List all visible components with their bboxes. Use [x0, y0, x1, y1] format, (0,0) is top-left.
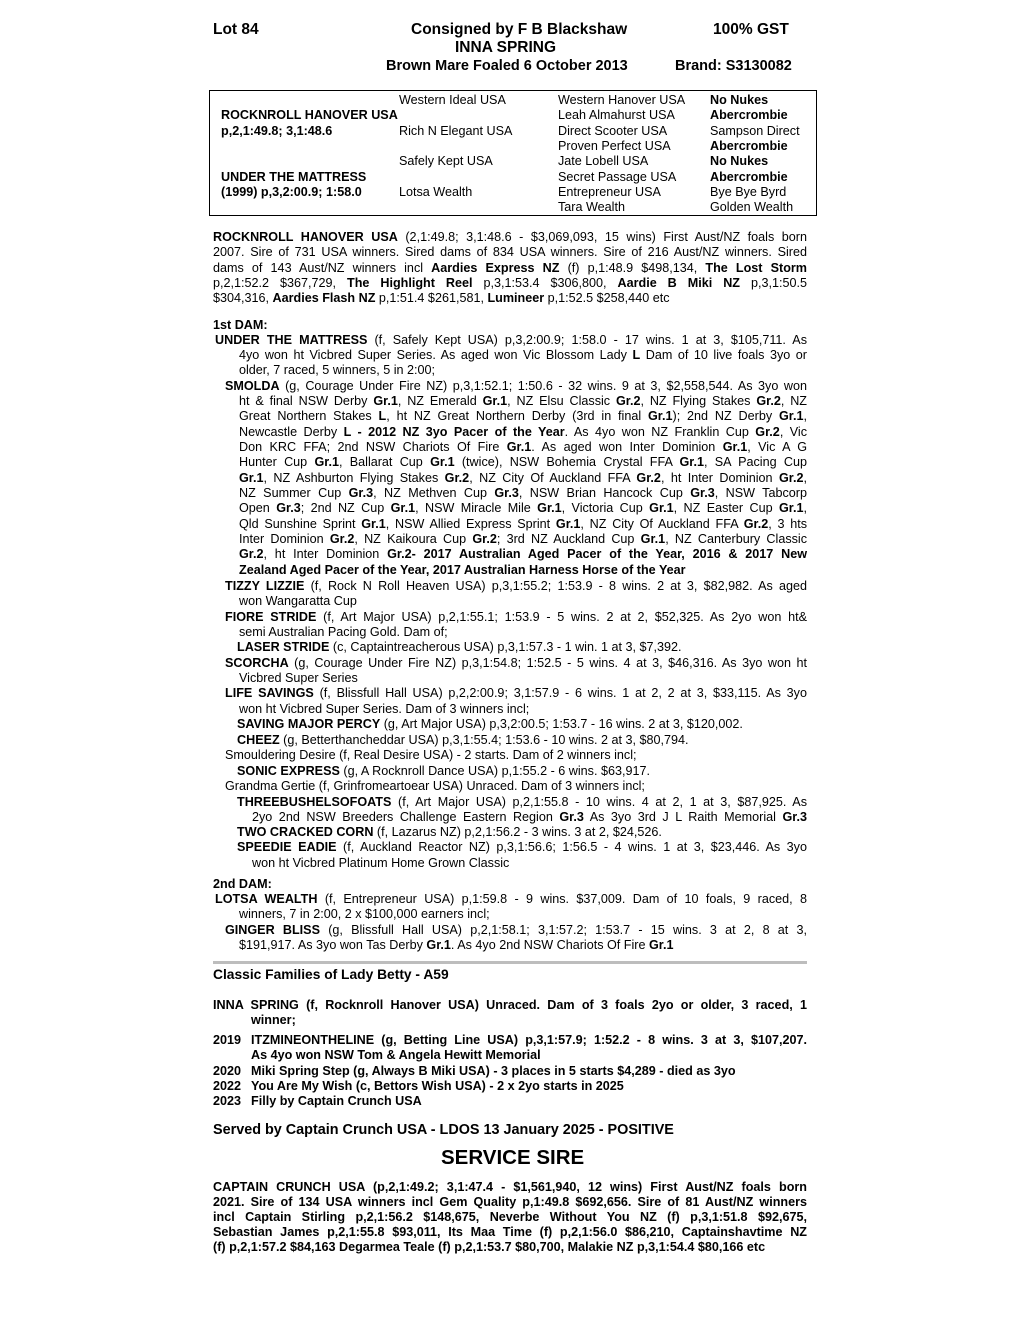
text-line: won ht Vicbred Super Series. Dam of 3 winners incl;	[239, 702, 530, 716]
lot-number: Lot 84	[213, 21, 259, 38]
text-line: GINGER BLISS (g, Blissfull Hall USA) p,2,1:58.1; 3,1:57.2; 1:53.7 - 15 wins. 3 at 2, 8 at 3,	[225, 923, 807, 937]
horse-name: INNA SPRING	[455, 39, 557, 56]
text-line: SCORCHA (g, Courage Under Fire NZ) p,3,1:54.8; 1:52.5 - 5 wins. 4 at 3, $46,316. As 3yo won ht	[225, 656, 807, 670]
text-line: won ht Vicbred Platinum Home Grown Classic	[252, 856, 510, 870]
produce-year: 2020	[213, 1064, 242, 1078]
text-line: 2yo 2nd NSW Breeders Challenge Eastern Region Gr.3 As 3yo 3rd J L Raith Memorial Gr.3	[252, 810, 807, 824]
pedigree-gen4-4: Abercrombie	[710, 139, 788, 153]
text-line: Gr.1, NZ Ashburton Flying Stakes Gr.2, NZ City Of Auckland FFA Gr.2, ht Inter Dominion Gr.2,	[239, 471, 807, 485]
sire-para-line: p,2,1:52.2 $367,729, The Highlight Reel p,3,1:53.4 $306,800, Aardie B Miki NZ p,3,1:50.5	[213, 276, 807, 290]
sire-para-line: $304,316, Aardies Flash NZ p,1:51.4 $261,581, Lumineer p,1:52.5 $258,440 etc	[213, 291, 670, 305]
pedigree-gen4-6: Abercrombie	[710, 170, 788, 184]
text-line: TWO CRACKED CORN (f, Lazarus NZ) p,2,1:56.2 - 3 wins. 3 at 2, $24,526.	[237, 825, 662, 839]
pedigree-gen2-4: Lotsa Wealth	[399, 185, 473, 199]
text-line: Grandma Gertie (f, Grinfromeartoear USA) Unraced. Dam of 3 winners incl;	[225, 779, 645, 793]
sire-para-line: 2007. Sire of 731 USA winners. Sired dams of 834 USA winners. Sire of 216 Aust/NZ winners. Sired	[213, 245, 807, 259]
text-line: Gr.2, ht Inter Dominion Gr.2- 2017 Australian Aged Pacer of the Year, 2016 & 2017 New	[239, 547, 808, 561]
text-line: UNDER THE MATTRESS (f, Safely Kept USA) p,3,2:00.9; 1:58.0 - 17 wins. 1 at 3, $105,711. As	[215, 333, 807, 347]
text-line: FIORE STRIDE (f, Art Major USA) p,2,1:55.1; 1:53.9 - 5 wins. 2 at 2, $52,325. As 2yo won ht&	[225, 610, 808, 624]
pedigree-sire-record: p,2,1:49.8; 3,1:48.6	[221, 124, 333, 138]
consignor: Consigned by F B Blackshaw	[411, 21, 628, 38]
text-line: SAVING MAJOR PERCY (g, Art Major USA) p,3,2:00.5; 1:53.7 - 16 wins. 2 at 3, $120,002.	[237, 717, 743, 731]
service-sire-heading: SERVICE SIRE	[441, 1146, 585, 1169]
pedigree-gen2-1: Western Ideal USA	[399, 93, 506, 107]
produce-intro: INNA SPRING (f, Rocknroll Hanover USA) Unraced. Dam of 3 foals 2yo or older, 3 raced, 1	[213, 998, 807, 1012]
service-sire-line: 2021. Sire of 134 USA winners incl Gem Quality p,1:49.8 $692,656. Sire of 81 Aust/NZ winners	[213, 1195, 807, 1209]
produce-year: 2019	[213, 1033, 242, 1047]
pedigree-gen4-2: Abercrombie	[710, 108, 788, 122]
pedigree-gen4-7: Bye Bye Byrd	[710, 185, 787, 199]
text-line: Qld Sunshine Sprint Gr.1, NSW Allied Express Sprint Gr.1, NZ City Of Auckland FFA Gr.2, 3 hts	[239, 517, 807, 531]
produce-entry: Filly by Captain Crunch USA	[251, 1094, 422, 1108]
second-dam-heading: 2nd DAM:	[213, 877, 272, 891]
text-line: 4yo won ht Vicbred Super Series. As aged won Vic Blossom Lady L Dam of 10 live foals 3yo or	[239, 348, 807, 362]
pedigree-gen3-2: Leah Almahurst USA	[558, 108, 675, 122]
gst-status: 100% GST	[713, 21, 789, 38]
text-line: SMOLDA (g, Courage Under Fire NZ) p,3,1:52.1; 1:50.6 - 32 wins. 9 at 3, $2,558,544. As 3yo won	[225, 379, 807, 393]
horse-description: Brown Mare Foaled 6 October 2013	[386, 58, 628, 74]
pedigree-gen3-4: Proven Perfect USA	[558, 139, 671, 153]
family-heading: Classic Families of Lady Betty - A59	[213, 967, 449, 982]
produce-entry: You Are My Wish (c, Bettors Wish USA) - 2 x 2yo starts in 2025	[251, 1079, 624, 1093]
pedigree-sire: ROCKNROLL HANOVER USA	[221, 108, 398, 122]
brand: Brand: S3130082	[675, 58, 792, 74]
pedigree-gen4-8: Golden Wealth	[710, 200, 794, 214]
text-line: NZ Summer Cup Gr.3, NZ Methven Cup Gr.3, NSW Brian Hancock Cup Gr.3, NSW Tabcorp	[239, 486, 807, 500]
pedigree-gen3-1: Western Hanover USA	[558, 93, 686, 107]
pedigree-dam-record: (1999) p,3,2:00.9; 1:58.0	[221, 185, 362, 199]
produce-entry: ITZMINEONTHELINE (g, Betting Line USA) p,3,1:57.9; 1:52.2 - 8 wins. 3 at 3, $107,207.	[251, 1033, 807, 1047]
pedigree-gen4-3: Sampson Direct	[710, 124, 800, 138]
pedigree-gen2-3: Safely Kept USA	[399, 154, 493, 168]
section-divider	[213, 961, 807, 964]
text-line: LOTSA WEALTH (f, Entrepreneur USA) p,1:59.8 - 9 wins. $37,009. Dam of 10 foals, 9 raced, 8	[215, 892, 807, 906]
pedigree-gen3-6: Secret Passage USA	[558, 170, 677, 184]
pedigree-gen3-7: Entrepreneur USA	[558, 185, 661, 199]
text-line: LIFE SAVINGS (f, Blissfull Hall USA) p,2,2:00.9; 3,1:57.9 - 6 wins. 1 at 2, 2 at 3, $33,115. As 3yo	[225, 686, 807, 700]
service-sire-line: (f) p,2,1:57.2 $84,163 Degarmea Teale (f) p,2,1:53.7 $80,700, Malakie NZ p,3,1:54.4 $80,166 etc	[213, 1240, 766, 1254]
text-line: $191,917. As 3yo won Tas Derby Gr.1. As 4yo 2nd NSW Chariots Of Fire Gr.1	[239, 938, 674, 952]
text-line: TIZZY LIZZIE (f, Rock N Roll Heaven USA) p,3,1:55.2; 1:53.9 - 8 wins. 2 at 3, $82,982. As aged	[225, 579, 807, 593]
text-line: Open Gr.3; 2nd NZ Cup Gr.1, NSW Miracle Mile Gr.1, Victoria Cup Gr.1, NZ Easter Cup Gr.1,	[239, 501, 807, 515]
text-line: winners, 7 in 2:00, 2 x $100,000 earners incl;	[239, 907, 490, 921]
sire-para-line: dams of 143 Aust/NZ winners incl Aardies Express NZ (f) p,1:48.9 $498,134, The Lost Storm	[213, 261, 808, 275]
pedigree-dam: UNDER THE MATTRESS	[221, 170, 367, 184]
pedigree-gen2-2: Rich N Elegant USA	[399, 124, 513, 138]
pedigree-gen4-5: No Nukes	[710, 154, 769, 168]
text-line: CHEEZ (g, Betterthancheddar USA) p,3,1:55.4; 1:53.6 - 10 wins. 2 at 3, $80,794.	[237, 733, 689, 747]
text-line: Vicbred Super Series	[239, 671, 358, 685]
pedigree-gen3-5: Jate Lobell USA	[558, 154, 649, 168]
text-line: THREEBUSHELSOFOATS (f, Art Major USA) p,2,1:55.8 - 10 wins. 4 at 2, 1 at 3, $87,925. As	[237, 795, 807, 809]
pedigree-gen3-8: Tara Wealth	[558, 200, 625, 214]
text-line: Newcastle Derby L - 2012 NZ 3yo Pacer of the Year. As 4yo won NZ Franklin Cup Gr.2, Vic	[239, 425, 808, 439]
text-line: won Wangaratta Cup	[239, 594, 357, 608]
text-line: Inter Dominion Gr.2, NZ Kaikoura Cup Gr.2; 3rd NZ Auckland Cup Gr.1, NZ Canterbury Classic	[239, 532, 808, 546]
text-line: LASER STRIDE (c, Captaintreacherous USA) p,3,1:57.3 - 1 win. 1 at 3, $7,392.	[237, 640, 682, 654]
produce-year: 2023	[213, 1094, 242, 1108]
service-sire-line: incl Captain Stirling p,2,1:56.2 $148,675, Neverbe Without You NZ (f) p,3,1:51.8 $92,675,	[213, 1210, 807, 1224]
text-line: SONIC EXPRESS (g, A Rocknroll Dance USA) p,1:55.2 - 6 wins. $63,917.	[237, 764, 650, 778]
produce-year: 2022	[213, 1079, 242, 1093]
produce-entry: Miki Spring Step (g, Always B Miki USA) - 3 places in 5 starts $4,289 - died as 3yo	[251, 1064, 736, 1078]
text-line: Don KRC FFA; 2nd NSW Chariots Of Fire Gr.1. As aged won Inter Dominion Gr.1, Vic A G	[239, 440, 807, 454]
service-sire-line: CAPTAIN CRUNCH USA (p,2,1:49.2; 3,1:47.4 - $1,561,940, 12 wins) First Aust/NZ foals born	[213, 1180, 807, 1194]
text-line: older, 7 raced, 5 winners, 5 in 2:00;	[239, 363, 436, 377]
text-line: semi Australian Pacing Gold. Dam of;	[239, 625, 448, 639]
text-line: Hunter Cup Gr.1, Ballarat Cup Gr.1 (twice), NSW Bohemia Crystal FFA Gr.1, SA Pacing Cup	[239, 455, 807, 469]
produce-entry: As 4yo won NSW Tom & Angela Hewitt Memorial	[251, 1048, 541, 1062]
pedigree-gen4-1: No Nukes	[710, 93, 769, 107]
served-line: Served by Captain Crunch USA - LDOS 13 January 2025 - POSITIVE	[213, 1122, 674, 1138]
first-dam-heading: 1st DAM:	[213, 318, 268, 332]
text-line: Zealand Aged Pacer of the Year, 2017 Australian Harness Horse of the Year	[239, 563, 686, 577]
sire-para-line: ROCKNROLL HANOVER USA (2,1:49.8; 3,1:48.6 - $3,069,093, 15 wins) First Aust/NZ foals born	[213, 230, 807, 244]
produce-intro-cont: winner;	[251, 1013, 296, 1027]
pedigree-gen3-3: Direct Scooter USA	[558, 124, 668, 138]
text-line: ht & final NSW Derby Gr.1, NZ Emerald Gr.1, NZ Elsu Classic Gr.2, NZ Flying Stakes Gr.2, NZ	[239, 394, 807, 408]
text-line: SPEEDIE EADIE (f, Auckland Reactor NZ) p,3,1:56.6; 1:56.5 - 4 wins. 1 at 3, $23,446. As 3yo	[237, 840, 807, 854]
text-line: Smouldering Desire (f, Real Desire USA) - 2 starts. Dam of 2 winners incl;	[225, 748, 637, 762]
service-sire-line: Sebastian James p,2,1:55.8 $93,011, Its Maa Time (f) p,2,1:56.0 $86,210, Captainshavtime NZ	[213, 1225, 807, 1239]
text-line: Great Northern Stakes L, ht NZ Great Northern Derby (3rd in final Gr.1); 2nd NZ Derby Gr.1,	[239, 409, 807, 423]
